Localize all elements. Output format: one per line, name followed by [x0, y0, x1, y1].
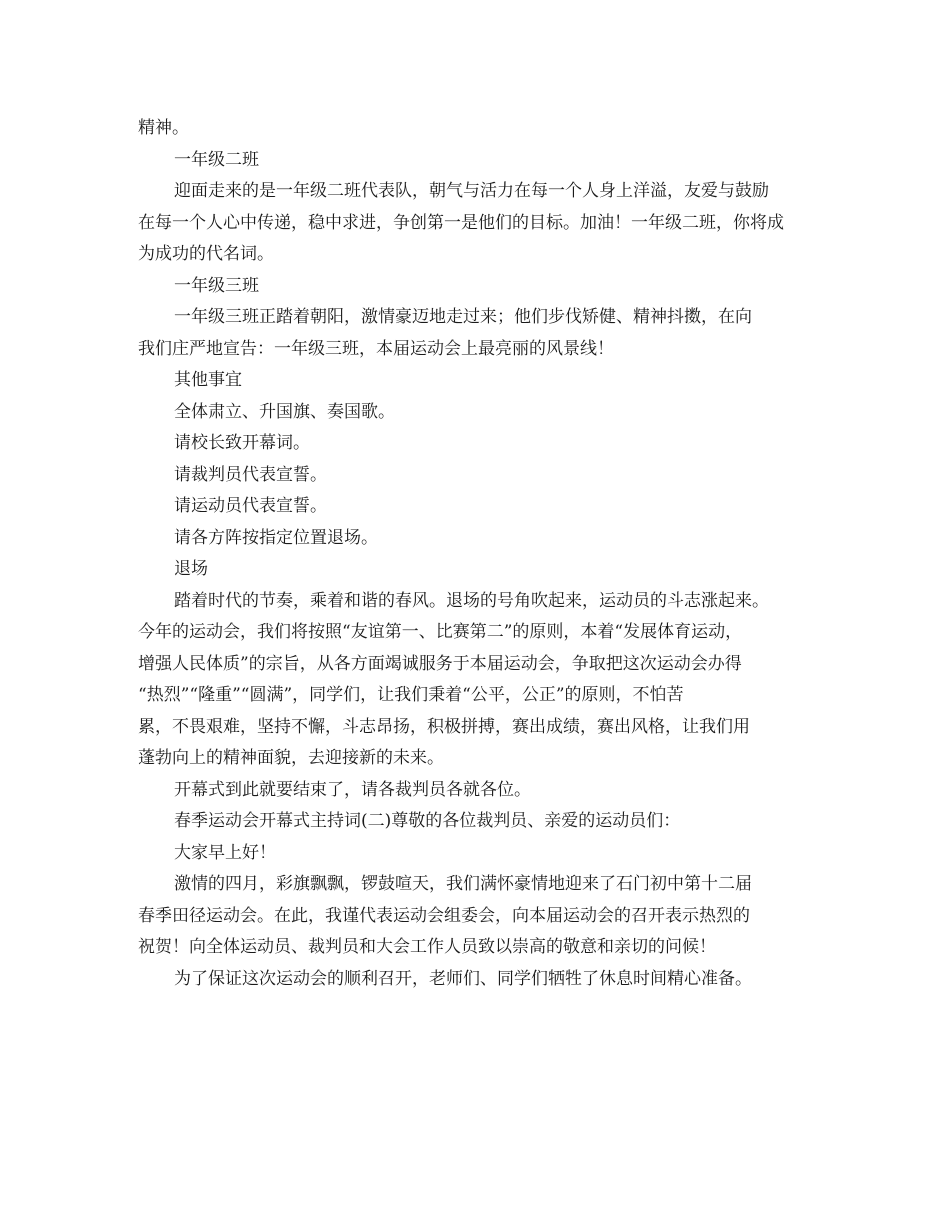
- text-line: 春季田径运动会。在此，我谨代表运动会组委会，向本届运动会的召开表示热烈的: [138, 905, 750, 926]
- text-line: 请各方阵按指定位置退场。: [174, 527, 378, 548]
- text-line: “热烈”“隆重”“圆满”，同学们，让我们秉着“公平，公正”的原则，不怕苦: [138, 685, 684, 705]
- document-body: [138, 113, 818, 995]
- text-line: 迎面走来的是一年级二班代表队，朝气与活力在每一个人身上洋溢，友爱与鼓励: [174, 181, 769, 201]
- text-line: 在每一个人心中传递，稳中求进，争创第一是他们的目标。加油！一年级二班，你将成: [138, 212, 784, 233]
- text-line: 其他事宜: [174, 370, 242, 390]
- text-line: 为了保证这次运动会的顺利召开，老师们、同学们牺牲了休息时间精心准备。: [174, 968, 752, 989]
- text-line: 踏着时代的节奏，乘着和谐的春风。退场的号角吹起来，运动员的斗志涨起来。: [174, 590, 769, 611]
- text-line: 一年级二班: [174, 149, 259, 170]
- text-line: 请校长致开幕词。: [174, 433, 310, 453]
- text-line: 全体肃立、升国旗、奏国歌。: [174, 401, 395, 422]
- text-line: 累，不畏艰难，坚持不懈，斗志昂扬，积极拼搏，赛出成绩，赛出风格，让我们用: [138, 716, 750, 737]
- text-line: 今年的运动会，我们将按照“友谊第一、比赛第二”的原则，本着“发展体育运动，: [138, 622, 743, 642]
- text-line: 请裁判员代表宣誓。: [174, 464, 327, 485]
- text-line: 激情的四月，彩旗飘飘，锣鼓喧天，我们满怀豪情地迎来了石门初中第十二届: [174, 874, 752, 894]
- text-line: 春季运动会开幕式主持词(二)尊敬的各位裁判员、亲爱的运动员们：: [174, 811, 681, 831]
- text-line: 开幕式到此就要结束了，请各裁判员各就各位。: [174, 779, 531, 800]
- text-line: 退场: [174, 559, 208, 579]
- text-line: 请运动员代表宣誓。: [174, 496, 327, 516]
- text-line: 精神。: [138, 118, 189, 138]
- text-line: 一年级三班: [174, 275, 259, 296]
- text-line: 增强人民体质”的宗旨，从各方面竭诚服务于本届运动会，争取把这次运动会办得: [138, 653, 742, 674]
- text-line: 祝贺！向全体运动员、裁判员和大会工作人员致以崇高的敬意和亲切的问候！: [138, 937, 716, 957]
- text-line: 大家早上好！: [174, 842, 276, 863]
- text-line: 我们庄严地宣告：一年级三班，本届运动会上最亮丽的风景线！: [138, 338, 614, 359]
- text-line: 蓬勃向上的精神面貌，去迎接新的未来。: [138, 748, 444, 768]
- text-line: 一年级三班正踏着朝阳，激情豪迈地走过来；他们步伐矫健、精神抖擞，在向: [174, 307, 752, 327]
- text-line: 为成功的代名词。: [138, 244, 274, 264]
